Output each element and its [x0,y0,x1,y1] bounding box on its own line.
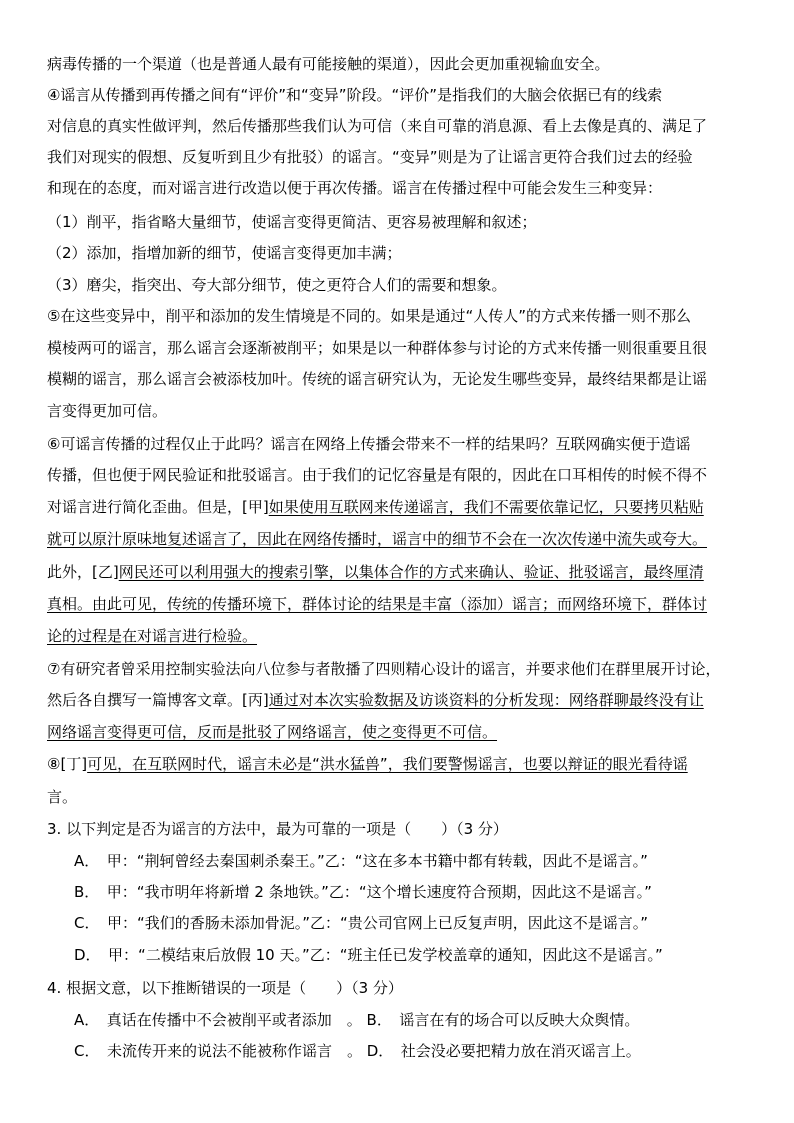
underlined-sentence-jia: 就可以原汁原味地复述谣言了，因此在网络传播时，谣言中的细节不会在一次次传递中流失或夸大。 [47,530,708,548]
paragraph-5-line: ⑤在这些变异中，削平和添加的发生情境是不同的。如果是通过“人传人”的方式来传播一则不那么 [47,307,691,325]
question-3-option-a: A． 甲：“荆轲曾经去秦国刺杀秦王。”乙：“这在多本书籍中都有转载，因此不是谣言。” [74,852,648,870]
plain-text: 此外，[乙] [47,563,119,581]
plain-text: 然后各自撰写一篇博客文章。[丙] [47,691,269,709]
paragraph-6-line [47,562,704,582]
underlined-sentence-yi: 论的过程是在对谣言进行检验。 [47,627,258,645]
paragraph-6-line [47,497,704,517]
plain-text: 对谣言进行简化歪曲。但是，[甲] [47,498,269,516]
underlined-sentence-yi: 真相。由此可见，传统的传播环境下，群体讨论的结果是丰富（添加）谣言；而网络环境下，群体讨 [47,595,708,613]
underlined-sentence-ding: 可见，在互联网时代，谣言未必是“洪水猛兽”，我们要警惕谣言，也要以辩证的眼光看待谣 [87,755,688,773]
question-3-stem: 3. 以下判定是否为谣言的方法中，最为可靠的一项是（ ）（3 分） [47,820,508,838]
question-3-option-c: C． 甲：“我们的香肠未添加骨泥。”乙：“贵公司官网上已反复声明，因此这不是谣言。” [74,914,649,932]
paragraph-4-line: 对信息的真实性做评判，然后传播那些我们认为可信（来自可靠的消息源、看上去像是真的、满足了 [47,117,708,135]
underlined-sentence-jia: 如果使用互联网来传递谣言，我们不需要依靠记忆，只要拷贝粘贴 [268,498,704,516]
question-4-options-ab: A． 真话在传播中不会被削平或者添加 。 B． 谣言在有的场合可以反映大众舆情。 [74,1011,640,1029]
underlined-sentence-bing: 网络谣言变得更可信，反而是批驳了网络谣言，使之变得更不可信。 [47,723,498,741]
plain-text: ⑧[丁] [47,755,88,773]
paragraph-8-line [47,754,688,774]
variation-item-1: （1）削平，指省略大量细节，使谣言变得更简洁、更容易被理解和叙述； [47,213,537,231]
underlined-sentence-yi: 网民还可以利用强大的搜索引擎，以集体合作的方式来确认、验证、批驳谣言，最终厘清 [118,563,704,581]
question-4-options-cd: C． 未流传开来的说法不能被称作谣言 。 D． 社会没必要把精力放在消灭谣言上。 [74,1042,641,1060]
paragraph-6-line: 传播，但也便于网民验证和批驳谣言。由于我们的记忆容量是有限的，因此在口耳相传的时候不得不 [47,466,708,484]
question-3-option-d: D． 甲：“二模结束后放假 10 天。”乙：“班主任已发学校盖章的通知，因此这不是谣言。” [74,946,663,964]
paragraph-7-line [47,690,704,710]
paragraph-4-line: 和现在的态度，而对谣言进行改造以便于再次传播。谣言在传播过程中可能会发生三种变异： [47,179,663,197]
paragraph-5-line: 模棱两可的谣言，那么谣言会逐渐被削平；如果是以一种群体参与讨论的方式来传播一则很重要且很 [47,339,708,357]
passage-line: 病毒传播的一个渠道（也是普通人最有可能接触的渠道），因此会更加重视输血安全。 [47,55,610,73]
paragraph-8-line: 言。 [47,788,78,806]
paragraph-5-line: 言变得更加可信。 [47,402,168,420]
question-3-option-b: B． 甲：“我市明年将新增 2 条地铁。”乙：“这个增长速度符合预期，因此这不是谣言。” [74,883,652,901]
underlined-sentence-bing: 通过对本次实验数据及访谈资料的分析发现：网络群聊最终没有让 [268,691,704,709]
paragraph-4-line: 我们对现实的假想、反复听到且少有批驳）的谣言。“变异”则是为了让谣言更符合我们过去的经验 [47,148,693,166]
paragraph-5-line: 模糊的谣言，那么谣言会被添枝加叶。传统的谣言研究认为，无论发生哪些变异，最终结果都是让谣 [47,370,708,388]
question-4-stem: 4. 根据文意，以下推断错误的一项是（ ）（3 分） [47,979,403,997]
variation-item-2: （2）添加，指增加新的细节，使谣言变得更加丰满； [47,244,402,262]
paragraph-7-line: ⑦有研究者曾采用控制实验法向八位参与者散播了四则精心设计的谣言，并要求他们在群里展开讨论， [47,660,721,678]
paragraph-6-line: ⑥可谣言传播的过程仅止于此吗？谣言在网络上传播会带来不一样的结果吗？互联网确实便于造谣 [47,435,691,453]
variation-item-3: （3）磨尖，指突出、夸大部分细节，使之更符合人们的需要和想象。 [47,276,507,294]
paragraph-4-line: ④谣言从传播到再传播之间有“评价”和“变异”阶段。“评价”是指我们的大脑会依据已有的线索 [47,86,663,104]
